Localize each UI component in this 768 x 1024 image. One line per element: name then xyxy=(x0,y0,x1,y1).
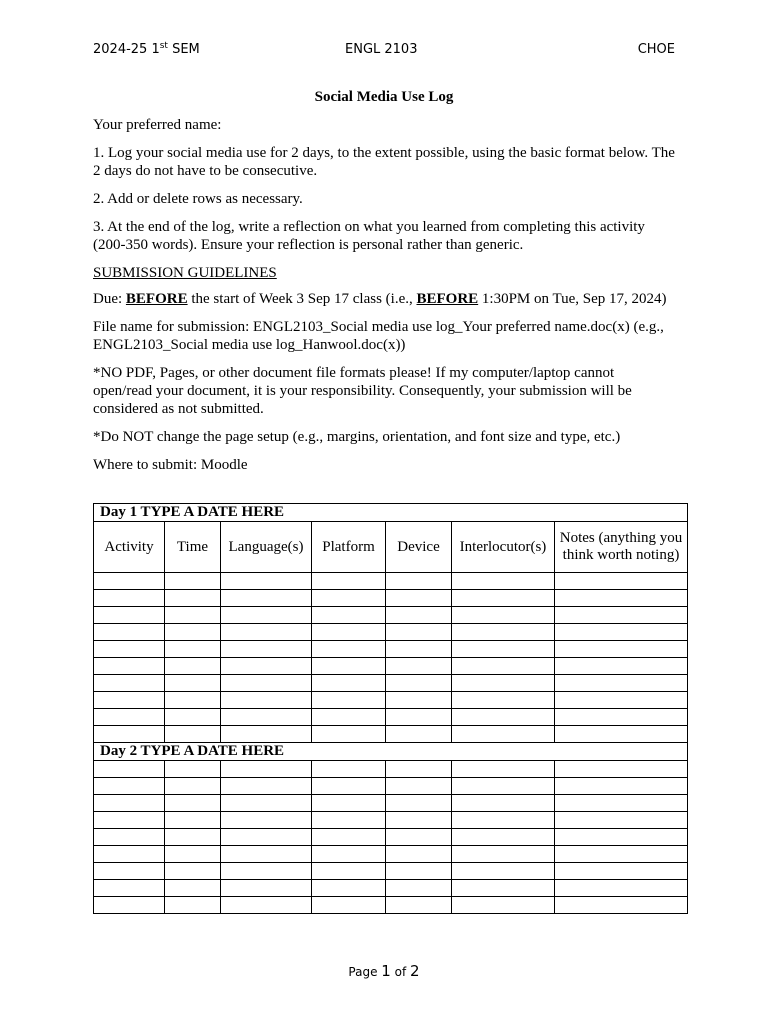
day-1-entry-cell[interactable] xyxy=(555,590,688,607)
day-1-entry-cell[interactable] xyxy=(452,573,555,590)
day-1-entry-cell[interactable] xyxy=(452,590,555,607)
day-2-entry-cell[interactable] xyxy=(94,761,165,778)
day-1-entry-cell[interactable] xyxy=(221,726,312,743)
day-2-entry-cell[interactable] xyxy=(312,812,386,829)
day-1-entry-cell[interactable] xyxy=(165,641,221,658)
day-1-entry-cell[interactable] xyxy=(555,573,688,590)
day-1-entry-row xyxy=(94,726,688,743)
day-1-entry-cell[interactable] xyxy=(452,624,555,641)
day-2-entry-cell[interactable] xyxy=(555,812,688,829)
day-1-entry-cell[interactable] xyxy=(386,607,452,624)
instruction-3: 3. At the end of the log, write a reflection on what you learned from completing this activity (200-350 words). Ensure your reflection is personal rather than generic. xyxy=(93,219,645,253)
day-1-entry-cell[interactable] xyxy=(452,641,555,658)
day-2-label[interactable]: Day 2 TYPE A DATE HERE xyxy=(94,743,688,761)
instruction-2: 2. Add or delete rows as necessary. xyxy=(93,191,303,207)
day-1-entry-cell[interactable] xyxy=(312,709,386,726)
term-label: 2024-25 1st SEM xyxy=(93,41,200,57)
day-2-entry-cell[interactable] xyxy=(452,812,555,829)
day-1-entry-cell[interactable] xyxy=(165,590,221,607)
col-languages: Language(s) xyxy=(221,522,312,573)
day-2-entry-cell[interactable] xyxy=(221,829,312,846)
day-1-entry-cell[interactable] xyxy=(312,573,386,590)
day-2-entry-cell[interactable] xyxy=(386,795,452,812)
day-1-entry-cell[interactable] xyxy=(452,675,555,692)
day-2-entry-cell[interactable] xyxy=(386,812,452,829)
instructor-name: CHOE xyxy=(637,42,675,57)
day-2-entry-row xyxy=(94,761,688,778)
day-2-entry-row xyxy=(94,863,688,880)
day-2-entry-cell[interactable] xyxy=(94,812,165,829)
day-2-entry-cell[interactable] xyxy=(94,880,165,897)
day-2-entry-cell[interactable] xyxy=(94,829,165,846)
day-2-entry-row xyxy=(94,846,688,863)
day-2-entry-cell[interactable] xyxy=(312,897,386,914)
page-header xyxy=(93,42,675,60)
day-1-entry-cell[interactable] xyxy=(452,607,555,624)
day-1-entry-cell[interactable] xyxy=(94,658,165,675)
day-2-entry-cell[interactable] xyxy=(312,846,386,863)
day-1-entry-cell[interactable] xyxy=(555,641,688,658)
day-1-entry-cell[interactable] xyxy=(386,590,452,607)
day-1-entry-cell[interactable] xyxy=(386,675,452,692)
day-1-entry-cell[interactable] xyxy=(452,726,555,743)
day-2-entry-cell[interactable] xyxy=(221,761,312,778)
day-1-entry-cell[interactable] xyxy=(386,692,452,709)
day-2-entry-cell[interactable] xyxy=(312,778,386,795)
day-1-entry-cell[interactable] xyxy=(94,624,165,641)
day-1-entry-cell[interactable] xyxy=(165,709,221,726)
day-1-entry-cell[interactable] xyxy=(386,658,452,675)
day-2-entry-cell[interactable] xyxy=(555,880,688,897)
day-1-entry-cell[interactable] xyxy=(312,624,386,641)
day-1-entry-cell[interactable] xyxy=(221,624,312,641)
day-1-entry-cell[interactable] xyxy=(221,675,312,692)
day-1-entry-cell[interactable] xyxy=(165,658,221,675)
day-2-entry-cell[interactable] xyxy=(312,880,386,897)
day-1-entry-cell[interactable] xyxy=(221,709,312,726)
day-2-entry-cell[interactable] xyxy=(165,778,221,795)
day-2-entry-cell[interactable] xyxy=(221,880,312,897)
day-2-entry-cell[interactable] xyxy=(386,761,452,778)
day-2-entry-cell[interactable] xyxy=(386,778,452,795)
day-1-entry-cell[interactable] xyxy=(165,675,221,692)
day-1-entry-cell[interactable] xyxy=(312,726,386,743)
day-1-entry-cell[interactable] xyxy=(386,709,452,726)
day-1-entry-cell[interactable] xyxy=(555,726,688,743)
day-1-entry-row xyxy=(94,675,688,692)
day-1-entry-cell[interactable] xyxy=(165,624,221,641)
day-2-entry-cell[interactable] xyxy=(386,846,452,863)
document-title: Social Media Use Log xyxy=(314,89,454,105)
col-notes: Notes (anything you think worth noting) xyxy=(555,522,688,573)
day-1-entry-cell[interactable] xyxy=(94,607,165,624)
day-2-entry-cell[interactable] xyxy=(221,795,312,812)
day-2-entry-row xyxy=(94,795,688,812)
day-1-entry-cell[interactable] xyxy=(555,607,688,624)
current-page-number: 1 xyxy=(381,962,391,980)
day-2-entry-cell[interactable] xyxy=(312,795,386,812)
day-2-entry-cell[interactable] xyxy=(221,863,312,880)
day-1-entry-cell[interactable] xyxy=(165,692,221,709)
day-2-entry-cell[interactable] xyxy=(165,863,221,880)
day-1-row xyxy=(94,504,688,522)
col-activity: Activity xyxy=(94,522,165,573)
col-device: Device xyxy=(386,522,452,573)
day-2-entry-cell[interactable] xyxy=(555,897,688,914)
col-time: Time xyxy=(165,522,221,573)
day-2-entry-cell[interactable] xyxy=(94,846,165,863)
day-1-entry-cell[interactable] xyxy=(312,590,386,607)
col-platform: Platform xyxy=(312,522,386,573)
day-2-entry-cell[interactable] xyxy=(221,897,312,914)
day-2-entry-cell[interactable] xyxy=(452,897,555,914)
day-1-entry-cell[interactable] xyxy=(165,607,221,624)
day-1-entry-cell[interactable] xyxy=(94,709,165,726)
day-1-entry-cell[interactable] xyxy=(312,658,386,675)
log-table xyxy=(93,503,688,914)
day-2-entry-cell[interactable] xyxy=(221,778,312,795)
day-2-entry-cell[interactable] xyxy=(555,795,688,812)
day-2-entry-cell[interactable] xyxy=(386,880,452,897)
day-2-entry-cell[interactable] xyxy=(94,863,165,880)
day-2-entry-cell[interactable] xyxy=(94,795,165,812)
day-2-entry-row xyxy=(94,897,688,914)
day-2-entry-cell[interactable] xyxy=(386,863,452,880)
day-1-entry-cell[interactable] xyxy=(452,658,555,675)
filename-instruction: File name for submission: ENGL2103_Social media use log_Your preferred name.doc(x) (e.g., ENGL2103_Social media use log_Hanwool.doc(x)) xyxy=(93,319,664,353)
day-2-entry-cell[interactable] xyxy=(94,897,165,914)
day-1-entry-cell[interactable] xyxy=(312,675,386,692)
day-1-entry-cell[interactable] xyxy=(94,641,165,658)
day-2-entry-cell[interactable] xyxy=(221,812,312,829)
day-1-entry-cell[interactable] xyxy=(312,607,386,624)
day-1-entry-row xyxy=(94,658,688,675)
where-to-submit: Where to submit: Moodle xyxy=(93,457,248,473)
day-2-entry-cell[interactable] xyxy=(165,812,221,829)
day-1-entry-cell[interactable] xyxy=(94,726,165,743)
day-2-entry-row xyxy=(94,829,688,846)
day-1-entry-row xyxy=(94,573,688,590)
day-1-label[interactable]: Day 1 TYPE A DATE HERE xyxy=(94,504,688,522)
day-1-entry-cell[interactable] xyxy=(386,573,452,590)
day-1-entry-cell[interactable] xyxy=(555,709,688,726)
day-1-entry-cell[interactable] xyxy=(221,658,312,675)
submission-heading: SUBMISSION GUIDELINES xyxy=(93,265,277,281)
day-1-entry-cell[interactable] xyxy=(165,726,221,743)
day-1-entry-cell[interactable] xyxy=(555,675,688,692)
day-1-entry-row xyxy=(94,709,688,726)
day-2-entry-cell[interactable] xyxy=(452,761,555,778)
day-2-entry-cell[interactable] xyxy=(94,778,165,795)
day-2-entry-cell[interactable] xyxy=(165,880,221,897)
day-2-entry-cell[interactable] xyxy=(452,863,555,880)
instruction-1: 1. Log your social media use for 2 days, to the extent possible, using the basic format below. The 2 days do not have to be consecutive. xyxy=(93,145,675,179)
day-1-entry-cell[interactable] xyxy=(452,692,555,709)
no-setup-note: *Do NOT change the page setup (e.g., margins, orientation, and font size and type, etc.) xyxy=(93,429,621,445)
day-1-entry-cell[interactable] xyxy=(312,641,386,658)
day-2-entry-cell[interactable] xyxy=(165,795,221,812)
col-interlocutors: Interlocutor(s) xyxy=(452,522,555,573)
day-1-entry-cell[interactable] xyxy=(94,590,165,607)
day-2-row xyxy=(94,743,688,761)
total-page-number: 2 xyxy=(410,962,420,980)
day-2-entry-cell[interactable] xyxy=(165,897,221,914)
day-2-entry-row xyxy=(94,812,688,829)
day-2-entry-cell[interactable] xyxy=(555,778,688,795)
day-1-entry-cell[interactable] xyxy=(221,573,312,590)
day-2-entry-cell[interactable] xyxy=(312,829,386,846)
day-1-entry-cell[interactable] xyxy=(555,658,688,675)
day-2-entry-cell[interactable] xyxy=(165,829,221,846)
day-1-entry-cell[interactable] xyxy=(555,624,688,641)
day-1-entry-cell[interactable] xyxy=(94,692,165,709)
day-1-entry-cell[interactable] xyxy=(94,573,165,590)
day-1-entry-row xyxy=(94,624,688,641)
no-pdf-note: *NO PDF, Pages, or other document file formats please! If my computer/laptop cannot open/read your document, it is your responsibility. Consequently, your submission will be considered as not submitted. xyxy=(93,365,632,417)
day-2-entry-cell[interactable] xyxy=(165,846,221,863)
day-1-entry-row xyxy=(94,692,688,709)
day-1-entry-cell[interactable] xyxy=(555,692,688,709)
day-2-entry-cell[interactable] xyxy=(555,829,688,846)
day-2-entry-cell[interactable] xyxy=(555,846,688,863)
due-date: Due: BEFORE the start of Week 3 Sep 17 class (i.e., BEFORE 1:30PM on Tue, Sep 17, 2024) xyxy=(93,291,667,307)
day-2-entry-cell[interactable] xyxy=(452,795,555,812)
day-2-entry-cell[interactable] xyxy=(312,761,386,778)
day-1-entry-row xyxy=(94,641,688,658)
day-2-entry-row xyxy=(94,778,688,795)
day-2-entry-cell[interactable] xyxy=(221,846,312,863)
day-1-entry-row xyxy=(94,607,688,624)
day-1-entry-cell[interactable] xyxy=(165,573,221,590)
day-2-entry-cell[interactable] xyxy=(452,778,555,795)
day-2-entry-cell[interactable] xyxy=(452,829,555,846)
preferred-name-label: Your preferred name: xyxy=(93,117,222,133)
course-code: ENGL 2103 xyxy=(345,42,418,57)
day-2-entry-cell[interactable] xyxy=(312,863,386,880)
column-header-row xyxy=(94,522,688,573)
day-2-entry-cell[interactable] xyxy=(452,880,555,897)
day-2-entry-cell[interactable] xyxy=(386,897,452,914)
day-1-entry-cell[interactable] xyxy=(221,590,312,607)
day-1-entry-cell[interactable] xyxy=(221,607,312,624)
day-1-entry-cell[interactable] xyxy=(386,641,452,658)
day-2-entry-cell[interactable] xyxy=(555,863,688,880)
day-1-entry-cell[interactable] xyxy=(386,726,452,743)
day-2-entry-cell[interactable] xyxy=(165,761,221,778)
page-footer: Page 1 of 2 xyxy=(348,962,420,980)
day-2-entry-cell[interactable] xyxy=(386,829,452,846)
document-body xyxy=(93,88,675,484)
day-1-entry-cell[interactable] xyxy=(452,709,555,726)
day-1-entry-cell[interactable] xyxy=(221,692,312,709)
day-1-entry-row xyxy=(94,590,688,607)
day-2-entry-row xyxy=(94,880,688,897)
day-2-entry-cell[interactable] xyxy=(555,761,688,778)
day-1-entry-cell[interactable] xyxy=(94,675,165,692)
day-1-entry-cell[interactable] xyxy=(221,641,312,658)
day-1-entry-cell[interactable] xyxy=(386,624,452,641)
day-2-entry-cell[interactable] xyxy=(452,846,555,863)
day-1-entry-cell[interactable] xyxy=(312,692,386,709)
